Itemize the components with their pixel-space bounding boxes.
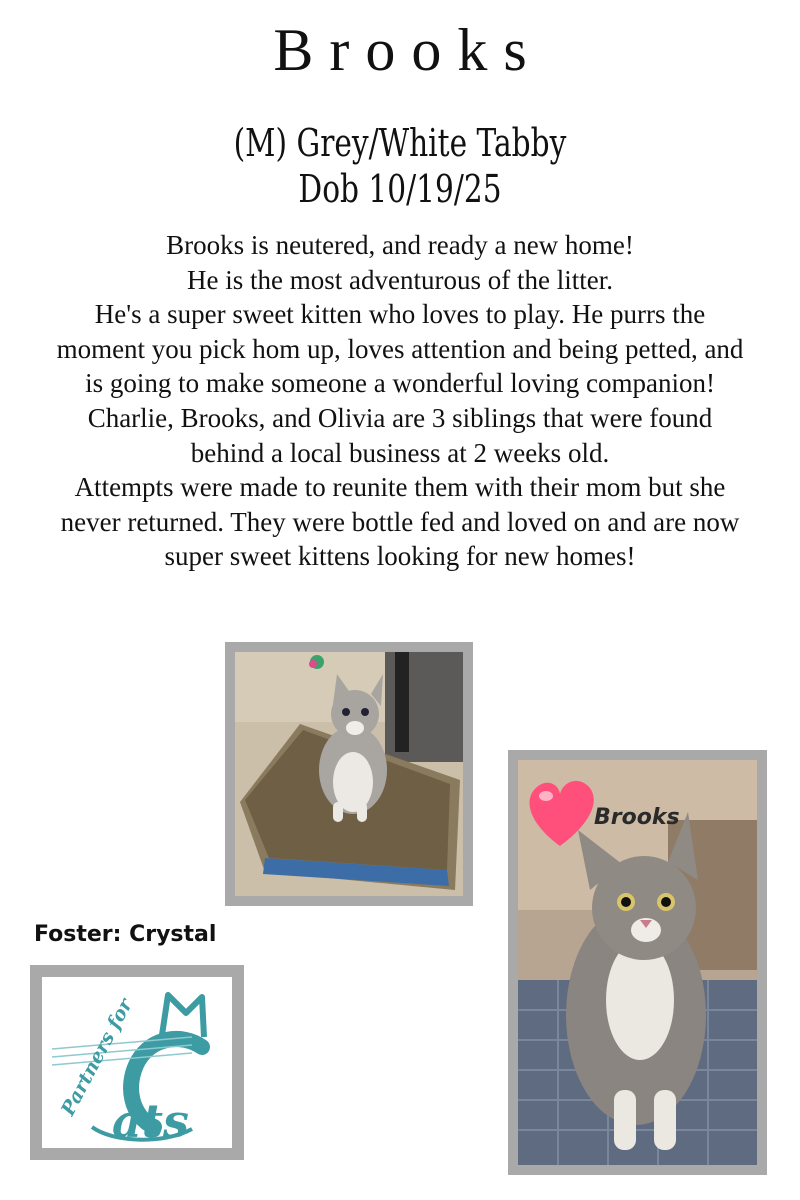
bio-line: He's a super sweet kitten who loves to play. He purrs the <box>94 299 706 330</box>
photo-frame-1 <box>225 642 473 906</box>
logo-frame <box>30 965 244 1160</box>
bio-line: behind a local business at 2 weeks old. <box>190 437 610 468</box>
partners-for-cats-logo <box>42 977 232 1148</box>
foster-label: Foster: Crystal <box>34 922 217 947</box>
kitten-scratcher-photo <box>235 652 463 896</box>
bio-line: is going to make someone a wonderful loving companion! <box>85 368 715 399</box>
photo-caption: Brooks <box>594 805 680 830</box>
dob-line: Dob 10/19/25 <box>298 167 502 211</box>
bio-line: Brooks is neutered, and ready a new home! <box>166 230 634 260</box>
bio-line: He is the most adventurous of the litter. <box>187 264 613 295</box>
logo-text-cats: ats <box>112 1094 189 1148</box>
cat-description <box>88 120 712 212</box>
bio-line: moment you pick hom up, loves attention and being petted, and <box>56 333 744 364</box>
page-title: Brooks <box>273 17 543 83</box>
bio-line: super sweet kittens looking for new homes! <box>164 541 636 572</box>
logo-text-partners: Partners for <box>56 995 137 1120</box>
breed-line: (M) Grey/White Tabby <box>233 121 567 165</box>
bio-text <box>20 228 780 574</box>
bio-line: Charlie, Brooks, and Olivia are 3 siblings that were found <box>87 402 713 433</box>
bio-line: never returned. They were bottle fed and loved on and are now <box>60 506 740 537</box>
photo-frame-2 <box>508 750 767 1175</box>
kitten-portrait-photo <box>518 760 757 1165</box>
bio-line: Attempts were made to reunite them with their mom but she <box>74 472 726 503</box>
